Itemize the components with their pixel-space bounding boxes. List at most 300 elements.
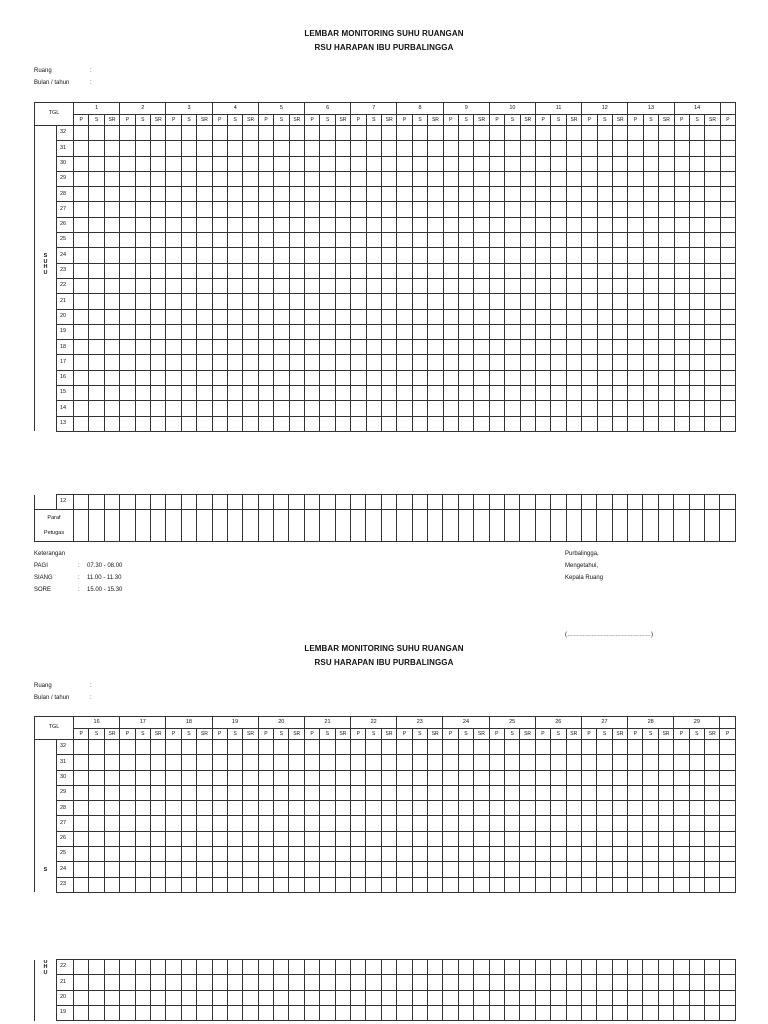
paraf-entry-cell[interactable] xyxy=(243,510,258,542)
temp-entry-cell[interactable] xyxy=(535,831,550,846)
temp-entry-cell[interactable] xyxy=(397,355,412,370)
temp-entry-cell[interactable] xyxy=(382,202,397,217)
temp-entry-cell[interactable] xyxy=(351,278,366,293)
temp-entry-cell[interactable] xyxy=(566,141,581,156)
temp-entry-cell[interactable] xyxy=(551,990,566,1005)
temp-entry-cell[interactable] xyxy=(74,816,89,831)
temp-entry-cell[interactable] xyxy=(412,847,427,862)
temp-entry-cell[interactable] xyxy=(428,877,443,892)
temp-entry-cell[interactable] xyxy=(535,740,550,755)
temp-entry-cell[interactable] xyxy=(705,126,720,141)
temp-entry-cell[interactable] xyxy=(151,324,166,339)
paraf-entry-cell[interactable] xyxy=(197,510,212,542)
temp-entry-cell[interactable] xyxy=(474,324,489,339)
temp-entry-cell[interactable] xyxy=(366,847,381,862)
temp-entry-cell[interactable] xyxy=(705,278,720,293)
temp-entry-cell[interactable] xyxy=(689,1005,704,1020)
temp-entry-cell[interactable] xyxy=(612,309,627,324)
temp-entry-cell[interactable] xyxy=(151,294,166,309)
temp-entry-cell[interactable] xyxy=(489,370,504,385)
temp-entry-cell[interactable] xyxy=(381,801,396,816)
temp-entry-cell[interactable] xyxy=(274,847,289,862)
temp-entry-cell[interactable] xyxy=(181,309,196,324)
temp-entry-cell[interactable] xyxy=(458,770,473,785)
temp-entry-cell[interactable] xyxy=(181,248,196,263)
temp-entry-cell[interactable] xyxy=(474,990,489,1005)
temp-entry-cell[interactable] xyxy=(705,401,720,416)
temp-entry-cell[interactable] xyxy=(150,960,165,975)
temp-entry-cell[interactable] xyxy=(243,340,258,355)
temp-entry-cell[interactable] xyxy=(658,831,673,846)
temp-entry-cell[interactable] xyxy=(643,233,658,248)
temp-entry-cell[interactable] xyxy=(504,990,519,1005)
temp-entry-cell[interactable] xyxy=(628,401,643,416)
temp-entry-cell[interactable] xyxy=(120,263,135,278)
temp-entry-cell[interactable] xyxy=(335,202,350,217)
temp-entry-cell[interactable] xyxy=(643,278,658,293)
temp-entry-cell[interactable] xyxy=(289,755,304,770)
temp-entry-cell[interactable] xyxy=(428,401,443,416)
temp-entry-cell[interactable] xyxy=(474,294,489,309)
temp-entry-cell[interactable] xyxy=(289,355,304,370)
temp-entry-cell[interactable] xyxy=(120,340,135,355)
temp-entry-cell[interactable] xyxy=(535,755,550,770)
temp-entry-cell[interactable] xyxy=(181,877,196,892)
temp-entry-cell[interactable] xyxy=(443,233,458,248)
temp-entry-cell[interactable] xyxy=(474,495,489,510)
temp-entry-cell[interactable] xyxy=(597,233,612,248)
temp-entry-cell[interactable] xyxy=(566,171,581,186)
temp-entry-cell[interactable] xyxy=(689,755,704,770)
temp-entry-cell[interactable] xyxy=(489,770,504,785)
temp-entry-cell[interactable] xyxy=(382,217,397,232)
temp-entry-cell[interactable] xyxy=(520,233,535,248)
temp-entry-cell[interactable] xyxy=(643,370,658,385)
temp-entry-cell[interactable] xyxy=(166,324,181,339)
temp-entry-cell[interactable] xyxy=(689,187,704,202)
temp-entry-cell[interactable] xyxy=(643,126,658,141)
temp-entry-cell[interactable] xyxy=(258,831,273,846)
temp-entry-cell[interactable] xyxy=(689,975,704,990)
temp-entry-cell[interactable] xyxy=(135,801,150,816)
temp-entry-cell[interactable] xyxy=(351,416,366,431)
temp-entry-cell[interactable] xyxy=(197,847,212,862)
temp-entry-cell[interactable] xyxy=(689,990,704,1005)
temp-entry-cell[interactable] xyxy=(566,294,581,309)
temp-entry-cell[interactable] xyxy=(720,370,735,385)
temp-entry-cell[interactable] xyxy=(74,416,89,431)
paraf-entry-cell[interactable] xyxy=(628,510,643,542)
temp-entry-cell[interactable] xyxy=(151,187,166,202)
temp-entry-cell[interactable] xyxy=(120,990,135,1005)
temp-entry-cell[interactable] xyxy=(181,386,196,401)
temp-entry-cell[interactable] xyxy=(227,975,242,990)
temp-entry-cell[interactable] xyxy=(689,263,704,278)
temp-entry-cell[interactable] xyxy=(212,187,227,202)
temp-entry-cell[interactable] xyxy=(412,401,427,416)
temp-entry-cell[interactable] xyxy=(289,816,304,831)
temp-entry-cell[interactable] xyxy=(566,990,581,1005)
temp-entry-cell[interactable] xyxy=(258,141,273,156)
temp-entry-cell[interactable] xyxy=(104,217,119,232)
temp-entry-cell[interactable] xyxy=(104,141,119,156)
temp-entry-cell[interactable] xyxy=(135,233,150,248)
temp-entry-cell[interactable] xyxy=(320,877,335,892)
temp-entry-cell[interactable] xyxy=(474,248,489,263)
temp-entry-cell[interactable] xyxy=(597,202,612,217)
temp-entry-cell[interactable] xyxy=(366,309,381,324)
temp-entry-cell[interactable] xyxy=(581,975,596,990)
temp-entry-cell[interactable] xyxy=(397,324,412,339)
temp-entry-cell[interactable] xyxy=(489,340,504,355)
temp-entry-cell[interactable] xyxy=(381,755,396,770)
temp-entry-cell[interactable] xyxy=(89,324,104,339)
temp-entry-cell[interactable] xyxy=(104,862,119,877)
temp-entry-cell[interactable] xyxy=(582,340,597,355)
temp-entry-cell[interactable] xyxy=(597,294,612,309)
temp-entry-cell[interactable] xyxy=(382,324,397,339)
temp-entry-cell[interactable] xyxy=(104,816,119,831)
temp-entry-cell[interactable] xyxy=(443,862,458,877)
temp-entry-cell[interactable] xyxy=(366,755,381,770)
temp-entry-cell[interactable] xyxy=(674,126,689,141)
temp-entry-cell[interactable] xyxy=(597,248,612,263)
paraf-entry-cell[interactable] xyxy=(443,510,458,542)
temp-entry-cell[interactable] xyxy=(197,294,212,309)
temp-entry-cell[interactable] xyxy=(227,877,242,892)
temp-entry-cell[interactable] xyxy=(89,495,104,510)
temp-entry-cell[interactable] xyxy=(489,309,504,324)
temp-entry-cell[interactable] xyxy=(305,263,320,278)
temp-entry-cell[interactable] xyxy=(674,233,689,248)
temp-entry-cell[interactable] xyxy=(674,248,689,263)
temp-entry-cell[interactable] xyxy=(551,495,566,510)
temp-entry-cell[interactable] xyxy=(243,877,258,892)
temp-entry-cell[interactable] xyxy=(74,294,89,309)
temp-entry-cell[interactable] xyxy=(243,401,258,416)
temp-entry-cell[interactable] xyxy=(181,960,196,975)
temp-entry-cell[interactable] xyxy=(397,495,412,510)
temp-entry-cell[interactable] xyxy=(120,187,135,202)
temp-entry-cell[interactable] xyxy=(597,831,612,846)
temp-entry-cell[interactable] xyxy=(335,975,350,990)
temp-entry-cell[interactable] xyxy=(628,785,643,800)
temp-entry-cell[interactable] xyxy=(428,355,443,370)
temp-entry-cell[interactable] xyxy=(551,141,566,156)
temp-entry-cell[interactable] xyxy=(197,401,212,416)
temp-entry-cell[interactable] xyxy=(304,1005,319,1020)
temp-entry-cell[interactable] xyxy=(689,217,704,232)
temp-entry-cell[interactable] xyxy=(612,755,627,770)
temp-entry-cell[interactable] xyxy=(258,755,273,770)
temp-entry-cell[interactable] xyxy=(89,975,104,990)
temp-entry-cell[interactable] xyxy=(643,877,658,892)
temp-entry-cell[interactable] xyxy=(412,862,427,877)
temp-entry-cell[interactable] xyxy=(381,862,396,877)
temp-entry-cell[interactable] xyxy=(659,248,674,263)
temp-entry-cell[interactable] xyxy=(612,990,627,1005)
temp-entry-cell[interactable] xyxy=(412,755,427,770)
temp-entry-cell[interactable] xyxy=(659,340,674,355)
temp-entry-cell[interactable] xyxy=(243,990,258,1005)
temp-entry-cell[interactable] xyxy=(366,248,381,263)
temp-entry-cell[interactable] xyxy=(705,141,720,156)
temp-entry-cell[interactable] xyxy=(151,171,166,186)
temp-entry-cell[interactable] xyxy=(520,1005,535,1020)
temp-entry-cell[interactable] xyxy=(351,370,366,385)
temp-entry-cell[interactable] xyxy=(428,263,443,278)
temp-entry-cell[interactable] xyxy=(274,141,289,156)
temp-entry-cell[interactable] xyxy=(151,340,166,355)
temp-entry-cell[interactable] xyxy=(382,187,397,202)
temp-entry-cell[interactable] xyxy=(566,355,581,370)
temp-entry-cell[interactable] xyxy=(351,217,366,232)
temp-entry-cell[interactable] xyxy=(520,755,535,770)
temp-entry-cell[interactable] xyxy=(243,217,258,232)
temp-entry-cell[interactable] xyxy=(504,862,519,877)
temp-entry-cell[interactable] xyxy=(551,755,566,770)
temp-entry-cell[interactable] xyxy=(520,862,535,877)
temp-entry-cell[interactable] xyxy=(397,248,412,263)
temp-entry-cell[interactable] xyxy=(212,990,227,1005)
temp-entry-cell[interactable] xyxy=(520,401,535,416)
temp-entry-cell[interactable] xyxy=(258,156,273,171)
paraf-entry-cell[interactable] xyxy=(258,510,273,542)
temp-entry-cell[interactable] xyxy=(612,975,627,990)
temp-entry-cell[interactable] xyxy=(289,785,304,800)
temp-entry-cell[interactable] xyxy=(289,248,304,263)
temp-entry-cell[interactable] xyxy=(628,755,643,770)
temp-entry-cell[interactable] xyxy=(289,990,304,1005)
temp-entry-cell[interactable] xyxy=(366,770,381,785)
temp-entry-cell[interactable] xyxy=(258,187,273,202)
temp-entry-cell[interactable] xyxy=(504,801,519,816)
temp-entry-cell[interactable] xyxy=(582,278,597,293)
temp-entry-cell[interactable] xyxy=(258,801,273,816)
temp-entry-cell[interactable] xyxy=(582,370,597,385)
temp-entry-cell[interactable] xyxy=(551,233,566,248)
temp-entry-cell[interactable] xyxy=(274,324,289,339)
temp-entry-cell[interactable] xyxy=(643,740,658,755)
temp-entry-cell[interactable] xyxy=(274,740,289,755)
temp-entry-cell[interactable] xyxy=(366,355,381,370)
temp-entry-cell[interactable] xyxy=(151,370,166,385)
temp-entry-cell[interactable] xyxy=(181,217,196,232)
temp-entry-cell[interactable] xyxy=(351,263,366,278)
temp-entry-cell[interactable] xyxy=(135,862,150,877)
temp-entry-cell[interactable] xyxy=(658,990,673,1005)
temp-entry-cell[interactable] xyxy=(674,340,689,355)
temp-entry-cell[interactable] xyxy=(74,171,89,186)
temp-entry-cell[interactable] xyxy=(381,785,396,800)
temp-entry-cell[interactable] xyxy=(551,386,566,401)
temp-entry-cell[interactable] xyxy=(705,816,720,831)
temp-entry-cell[interactable] xyxy=(536,202,551,217)
temp-entry-cell[interactable] xyxy=(74,263,89,278)
temp-entry-cell[interactable] xyxy=(566,960,581,975)
temp-entry-cell[interactable] xyxy=(197,386,212,401)
temp-entry-cell[interactable] xyxy=(289,847,304,862)
temp-entry-cell[interactable] xyxy=(720,801,735,816)
temp-entry-cell[interactable] xyxy=(74,877,89,892)
temp-entry-cell[interactable] xyxy=(443,156,458,171)
temp-entry-cell[interactable] xyxy=(489,141,504,156)
temp-entry-cell[interactable] xyxy=(181,263,196,278)
temp-entry-cell[interactable] xyxy=(151,156,166,171)
temp-entry-cell[interactable] xyxy=(643,816,658,831)
temp-entry-cell[interactable] xyxy=(397,975,412,990)
temp-entry-cell[interactable] xyxy=(658,960,673,975)
temp-entry-cell[interactable] xyxy=(227,801,242,816)
temp-entry-cell[interactable] xyxy=(643,187,658,202)
temp-entry-cell[interactable] xyxy=(535,975,550,990)
temp-entry-cell[interactable] xyxy=(381,990,396,1005)
temp-entry-cell[interactable] xyxy=(659,278,674,293)
temp-entry-cell[interactable] xyxy=(566,324,581,339)
temp-entry-cell[interactable] xyxy=(566,847,581,862)
temp-entry-cell[interactable] xyxy=(474,862,489,877)
temp-entry-cell[interactable] xyxy=(520,416,535,431)
temp-entry-cell[interactable] xyxy=(227,785,242,800)
temp-entry-cell[interactable] xyxy=(74,975,89,990)
temp-entry-cell[interactable] xyxy=(443,401,458,416)
temp-entry-cell[interactable] xyxy=(459,126,474,141)
temp-entry-cell[interactable] xyxy=(474,416,489,431)
temp-entry-cell[interactable] xyxy=(135,785,150,800)
temp-entry-cell[interactable] xyxy=(474,171,489,186)
temp-entry-cell[interactable] xyxy=(243,278,258,293)
temp-entry-cell[interactable] xyxy=(74,1005,89,1020)
temp-entry-cell[interactable] xyxy=(289,233,304,248)
paraf-entry-cell[interactable] xyxy=(227,510,242,542)
temp-entry-cell[interactable] xyxy=(612,355,627,370)
temp-entry-cell[interactable] xyxy=(351,141,366,156)
temp-entry-cell[interactable] xyxy=(89,1005,104,1020)
temp-entry-cell[interactable] xyxy=(397,960,412,975)
temp-entry-cell[interactable] xyxy=(597,495,612,510)
temp-entry-cell[interactable] xyxy=(612,495,627,510)
temp-entry-cell[interactable] xyxy=(459,340,474,355)
temp-entry-cell[interactable] xyxy=(720,156,735,171)
temp-entry-cell[interactable] xyxy=(720,217,735,232)
temp-entry-cell[interactable] xyxy=(705,862,720,877)
temp-entry-cell[interactable] xyxy=(104,990,119,1005)
temp-entry-cell[interactable] xyxy=(243,416,258,431)
temp-entry-cell[interactable] xyxy=(458,495,473,510)
temp-entry-cell[interactable] xyxy=(458,975,473,990)
temp-entry-cell[interactable] xyxy=(443,324,458,339)
temp-entry-cell[interactable] xyxy=(412,294,427,309)
temp-entry-cell[interactable] xyxy=(197,171,212,186)
temp-entry-cell[interactable] xyxy=(181,202,196,217)
temp-entry-cell[interactable] xyxy=(505,370,520,385)
temp-entry-cell[interactable] xyxy=(243,831,258,846)
temp-entry-cell[interactable] xyxy=(536,248,551,263)
paraf-entry-cell[interactable] xyxy=(320,510,335,542)
temp-entry-cell[interactable] xyxy=(135,202,150,217)
temp-entry-cell[interactable] xyxy=(459,294,474,309)
temp-entry-cell[interactable] xyxy=(74,340,89,355)
temp-entry-cell[interactable] xyxy=(628,831,643,846)
temp-entry-cell[interactable] xyxy=(366,141,381,156)
temp-entry-cell[interactable] xyxy=(274,416,289,431)
temp-entry-cell[interactable] xyxy=(489,401,504,416)
temp-entry-cell[interactable] xyxy=(566,975,581,990)
temp-entry-cell[interactable] xyxy=(566,187,581,202)
temp-entry-cell[interactable] xyxy=(505,294,520,309)
temp-entry-cell[interactable] xyxy=(320,416,335,431)
temp-entry-cell[interactable] xyxy=(720,975,735,990)
temp-entry-cell[interactable] xyxy=(212,785,227,800)
temp-entry-cell[interactable] xyxy=(597,171,612,186)
temp-entry-cell[interactable] xyxy=(166,816,181,831)
temp-entry-cell[interactable] xyxy=(305,355,320,370)
temp-entry-cell[interactable] xyxy=(166,847,181,862)
paraf-entry-cell[interactable] xyxy=(289,510,304,542)
temp-entry-cell[interactable] xyxy=(689,877,704,892)
temp-entry-cell[interactable] xyxy=(258,217,273,232)
temp-entry-cell[interactable] xyxy=(74,141,89,156)
temp-entry-cell[interactable] xyxy=(366,263,381,278)
temp-entry-cell[interactable] xyxy=(643,156,658,171)
temp-entry-cell[interactable] xyxy=(505,171,520,186)
temp-entry-cell[interactable] xyxy=(258,126,273,141)
paraf-entry-cell[interactable] xyxy=(720,510,735,542)
temp-entry-cell[interactable] xyxy=(305,141,320,156)
temp-entry-cell[interactable] xyxy=(335,960,350,975)
temp-entry-cell[interactable] xyxy=(181,355,196,370)
temp-entry-cell[interactable] xyxy=(582,156,597,171)
temp-entry-cell[interactable] xyxy=(227,816,242,831)
temp-entry-cell[interactable] xyxy=(474,740,489,755)
temp-entry-cell[interactable] xyxy=(228,324,243,339)
temp-entry-cell[interactable] xyxy=(366,126,381,141)
temp-entry-cell[interactable] xyxy=(674,324,689,339)
temp-entry-cell[interactable] xyxy=(212,324,227,339)
temp-entry-cell[interactable] xyxy=(335,990,350,1005)
temp-entry-cell[interactable] xyxy=(643,386,658,401)
temp-entry-cell[interactable] xyxy=(643,294,658,309)
temp-entry-cell[interactable] xyxy=(551,294,566,309)
temp-entry-cell[interactable] xyxy=(551,217,566,232)
temp-entry-cell[interactable] xyxy=(243,355,258,370)
temp-entry-cell[interactable] xyxy=(227,1005,242,1020)
temp-entry-cell[interactable] xyxy=(89,816,104,831)
temp-entry-cell[interactable] xyxy=(597,324,612,339)
temp-entry-cell[interactable] xyxy=(120,785,135,800)
temp-entry-cell[interactable] xyxy=(643,171,658,186)
temp-entry-cell[interactable] xyxy=(151,355,166,370)
temp-entry-cell[interactable] xyxy=(504,816,519,831)
temp-entry-cell[interactable] xyxy=(720,495,735,510)
temp-entry-cell[interactable] xyxy=(181,801,196,816)
temp-entry-cell[interactable] xyxy=(274,816,289,831)
temp-entry-cell[interactable] xyxy=(581,862,596,877)
temp-entry-cell[interactable] xyxy=(427,975,442,990)
temp-entry-cell[interactable] xyxy=(536,355,551,370)
temp-entry-cell[interactable] xyxy=(705,233,720,248)
temp-entry-cell[interactable] xyxy=(659,309,674,324)
temp-entry-cell[interactable] xyxy=(289,217,304,232)
temp-entry-cell[interactable] xyxy=(474,187,489,202)
temp-entry-cell[interactable] xyxy=(351,1005,366,1020)
temp-entry-cell[interactable] xyxy=(304,755,319,770)
temp-entry-cell[interactable] xyxy=(412,960,427,975)
temp-entry-cell[interactable] xyxy=(243,386,258,401)
temp-entry-cell[interactable] xyxy=(459,416,474,431)
temp-entry-cell[interactable] xyxy=(274,248,289,263)
temp-entry-cell[interactable] xyxy=(520,847,535,862)
